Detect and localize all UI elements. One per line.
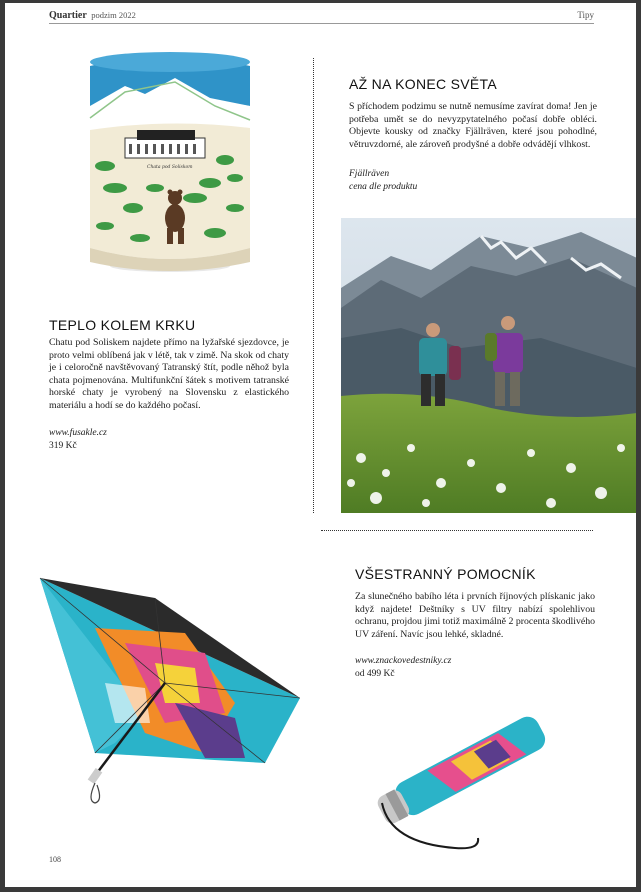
source-umbrella xyxy=(355,655,451,680)
price-scarf: 319 Kč xyxy=(49,440,77,451)
source-fjallraven xyxy=(349,168,417,193)
price-umbrella: od 499 Kč xyxy=(355,668,395,679)
brand-name: Fjällräven xyxy=(349,169,390,179)
header-rule xyxy=(49,23,594,24)
scarf-caption: Chata pod Soliskom xyxy=(147,165,193,170)
neck-scarf-image xyxy=(85,48,255,278)
website-link-umbrella: www.znackovedestniky.cz xyxy=(355,656,452,666)
open-umbrella-image xyxy=(35,573,305,808)
article-text-fjallraven: S příchodem podzimu se nutně nemusíme zavírat doma! Jen je potřeba umět se do nevyzpytatelného počasí dobře obléci. Objevte kousky od značky Fjällräven, které jsou pohodlné, větruvzdorné, ale zároveň prodyšné a dobře odvádějí vlhkost. xyxy=(349,101,597,150)
article-text-umbrella: Za slunečného babího léta i prvních říjnových plískanic jako když najdete! Deštníky s UV filtry nabízí spolehlivou ochranu, projdou jimi totiž maximálně 2 procenta škodlivého UV záření. Navíc jsou lehké, skladné. xyxy=(355,591,595,640)
source-scarf xyxy=(49,427,107,452)
column-divider xyxy=(313,58,314,513)
issue-label: podzim 2022 xyxy=(91,10,136,20)
section-label: Tipy xyxy=(577,10,594,20)
hikers-photo xyxy=(341,218,636,513)
magazine-name: Quartier xyxy=(49,10,87,21)
magazine-page xyxy=(5,3,636,887)
website-link: www.fusakle.cz xyxy=(49,428,107,438)
section-divider xyxy=(321,530,593,531)
page-number: 108 xyxy=(49,855,61,864)
running-header-left xyxy=(49,10,136,21)
price-fjallraven: cena dle produktu xyxy=(349,181,418,192)
article-title-scarf: TEPLO KOLEM KRKU xyxy=(49,317,196,333)
article-text-scarf: Chatu pod Soliskem najdete přímo na lyžařské sjezdovce, je proto velmi oblíbená jak v létě, tak v zimě. Na skok od chaty je i celoročně navštěvovaný Tatranský štít, podle něhož byla chata pojmenována. Multifunkční šátek s motivem tatranské horské chaty je vyrobený na Slovensku z elastického materiálu a hodí se do každého počasí. xyxy=(49,337,289,411)
article-title-fjallraven: AŽ NA KONEC SVĚTA xyxy=(349,76,497,92)
article-title-umbrella: VŠESTRANNÝ POMOCNÍK xyxy=(355,566,536,582)
folded-umbrella-image xyxy=(360,698,560,858)
